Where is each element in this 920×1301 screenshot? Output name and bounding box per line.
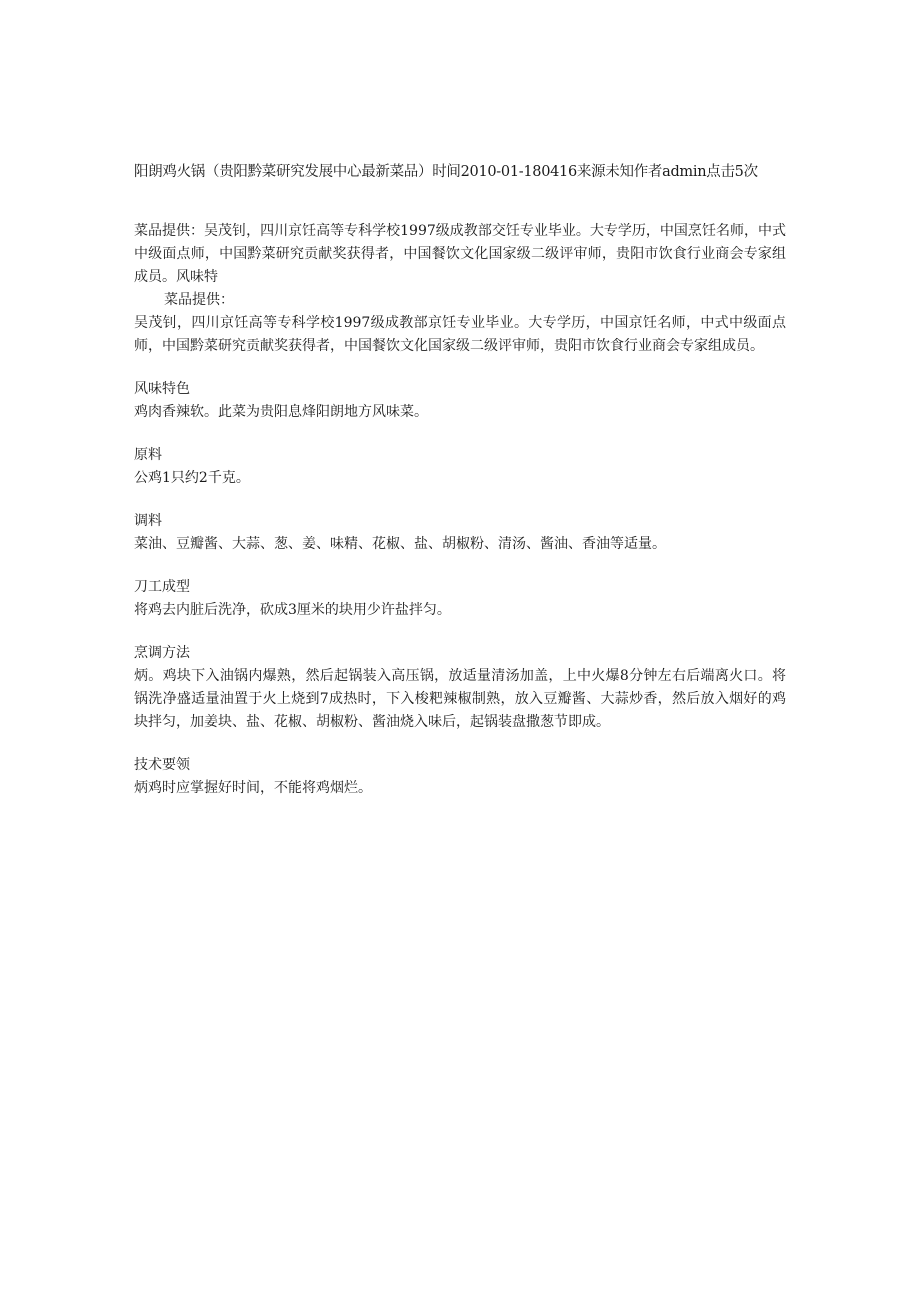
section-heading: 风味特色 [134, 381, 190, 397]
section-heading: 调料 [134, 513, 162, 529]
section-text: 炳鸡时应掌握好时间，不能将鸡烟烂。 [134, 780, 372, 796]
document-title: 阳朗鸡火锅（贵阳黔菜研究发展中心最新菜品）时间2010-01-180416来源未知作者admin点击5次 [134, 164, 758, 180]
section-technique-tips [134, 754, 786, 800]
section-text: 鸡肉香辣软。此菜为贵阳息烽阳朗地方风味菜。 [134, 404, 428, 420]
intro-paragraph-2: 吴茂钊，四川京饪高等专科学校1997级成教部京饪专业毕业。大专学历，中国京饪名师，中式中级面点师，中国黔菜研究贡献奖获得者，中国餐饮文化国家级二级评审师，贵阳市饮食行业商会专家组成员。 [134, 315, 786, 354]
section-heading: 烹调方法 [134, 645, 190, 661]
section-cooking-method [134, 642, 786, 734]
section-ingredients [134, 444, 786, 490]
intro-paragraph-1: 菜品提供：吴茂钊，四川京饪高等专科学校1997级成教部交饪专业毕业。大专学历，中国烹饪名师，中式中级面点师，中国黔菜研究贡献奖获得者，中国餐饮文化国家级二级评审师，贵阳市饮食行业商会专家组成员。风味特 [134, 223, 786, 285]
section-text: 公鸡1只约2千克。 [134, 470, 250, 486]
section-heading: 原料 [134, 447, 162, 463]
document-page [134, 160, 786, 800]
section-knife-work [134, 576, 786, 622]
section-heading: 刀工成型 [134, 579, 190, 595]
section-text: 菜油、豆瓣酱、大蒜、葱、姜、味精、花椒、盐、胡椒粉、清汤、酱油、香油等适量。 [134, 536, 666, 552]
section-flavor [134, 378, 786, 424]
section-text: 将鸡去内脏后洗净，砍成3厘米的块用少许盐拌匀。 [134, 602, 451, 618]
intro-label: 菜品提供： [164, 292, 234, 308]
section-seasonings [134, 510, 786, 556]
section-text: 炳。鸡块下入油锅内爆熟，然后起锅装入高压锅，放适量清汤加盖，上中火爆8分钟左右后端离火口。将锅洗净盛适量油置于火上烧到7成热时，下入梭粑辣椒制熟，放入豆瓣酱、大蒜炒香，然后放入烟好的鸡块拌匀，加姜块、盐、花椒、胡椒粉、酱油烧入味后，起锅装盘撒葱节即成。 [134, 668, 786, 730]
section-heading: 技术要领 [134, 757, 190, 773]
